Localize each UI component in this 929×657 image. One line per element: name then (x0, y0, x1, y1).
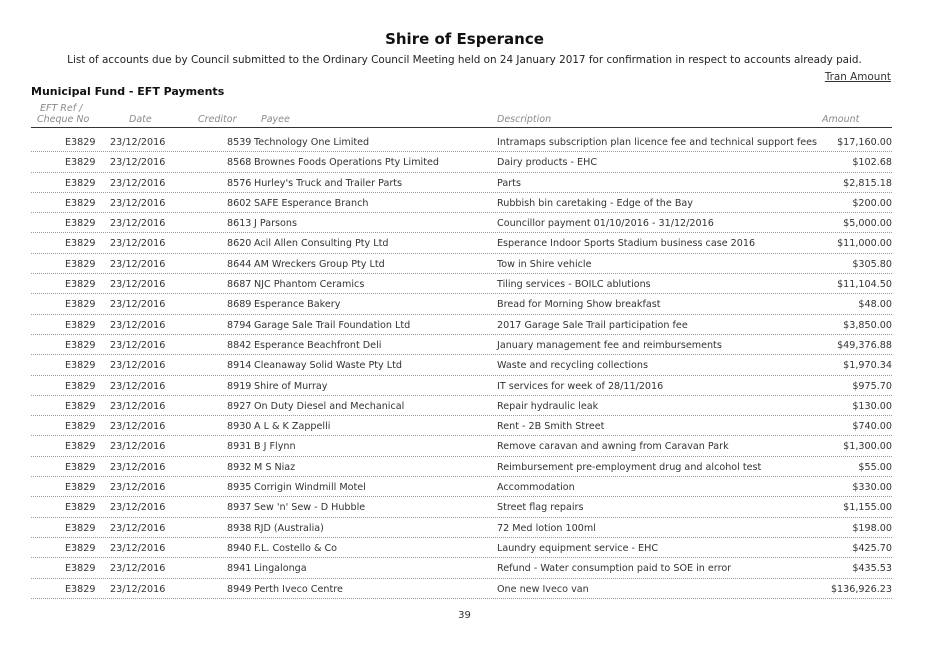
creditor-cell: 8949 (227, 583, 252, 595)
creditor-cell: 8940 (227, 542, 252, 554)
date-cell: 23/12/2016 (110, 583, 166, 595)
amount-cell: $11,104.50 (837, 279, 892, 291)
eft-ref-cell: E3829 (65, 339, 96, 351)
payee-cell: B J Flynn (254, 441, 296, 453)
description-cell: Councillor payment 01/10/2016 - 31/12/2016 (497, 218, 714, 230)
description-cell: Reimbursement pre-employment drug and alcohol test (497, 461, 762, 473)
eft-ref-cell: E3829 (65, 258, 96, 270)
amount-cell: $5,000.00 (843, 218, 892, 230)
description-cell: Tiling services - BOILC ablutions (497, 279, 651, 291)
date-cell: 23/12/2016 (110, 197, 166, 209)
table-row (31, 274, 892, 294)
description-cell: Accommodation (497, 482, 575, 494)
page-number: 39 (458, 610, 471, 621)
eft-ref-cell: E3829 (65, 157, 96, 169)
creditor-cell: 8938 (227, 522, 252, 534)
amount-cell: $1,970.34 (843, 360, 892, 372)
description-cell: Refund - Water consumption paid to SOE in error (497, 563, 732, 575)
description-cell: Bread for Morning Show breakfast (497, 299, 661, 311)
payee-cell: Hurley's Truck and Trailer Parts (254, 177, 403, 189)
table-row (31, 558, 892, 578)
description-cell: Rent - 2B Smith Street (497, 421, 605, 433)
table-row (31, 436, 892, 456)
section-title: Municipal Fund - EFT Payments (31, 85, 225, 98)
payee-cell: Acil Allen Consulting Pty Ltd (254, 238, 389, 250)
creditor-cell: 8937 (227, 502, 252, 514)
eft-ref-cell: E3829 (65, 380, 96, 392)
date-cell: 23/12/2016 (110, 137, 166, 148)
payee-cell: Corrigin Windmill Motel (254, 482, 366, 494)
date-cell: 23/12/2016 (110, 218, 166, 230)
date-cell: 23/12/2016 (110, 258, 166, 270)
amount-cell: $102.68 (852, 157, 892, 169)
table-row (31, 213, 892, 233)
payee-cell: Garage Sale Trail Foundation Ltd (254, 319, 411, 331)
date-cell: 23/12/2016 (110, 238, 166, 250)
creditor-cell: 8914 (227, 360, 252, 372)
creditor-cell: 8644 (227, 258, 252, 270)
amount-cell: $1,300.00 (843, 441, 892, 453)
date-cell: 23/12/2016 (110, 157, 166, 169)
description-cell: January management fee and reimbursements (497, 339, 722, 351)
table-row (31, 315, 892, 335)
date-cell: 23/12/2016 (110, 441, 166, 453)
amount-cell: $740.00 (852, 421, 892, 433)
amount-cell: $198.00 (852, 522, 892, 534)
document-title: Shire of Esperance (385, 30, 544, 48)
date-cell: 23/12/2016 (110, 482, 166, 494)
creditor-cell: 8620 (227, 238, 252, 250)
eft-ref-cell: E3829 (65, 218, 96, 230)
eft-ref-cell: E3829 (65, 522, 96, 534)
date-cell: 23/12/2016 (110, 319, 166, 331)
eft-ref-cell: E3829 (65, 441, 96, 453)
date-cell: 23/12/2016 (110, 400, 166, 412)
amount-cell: $55.00 (858, 461, 892, 473)
description-cell: 72 Med lotion 100ml (497, 522, 596, 534)
amount-cell: $49,376.88 (837, 339, 892, 351)
amount-cell: $975.70 (852, 380, 892, 392)
eft-ref-cell: E3829 (65, 319, 96, 331)
description-cell: 2017 Garage Sale Trail participation fee (497, 319, 688, 331)
creditor-cell: 8687 (227, 279, 252, 291)
creditor-cell: 8930 (227, 421, 252, 433)
description-cell: Street flag repairs (497, 502, 584, 514)
table-row (31, 477, 892, 497)
payee-cell: Perth Iveco Centre (254, 583, 343, 595)
payee-cell: Esperance Beachfront Deli (254, 339, 382, 351)
amount-cell: $136,926.23 (830, 583, 892, 595)
description-cell: Dairy products - EHC (497, 157, 598, 169)
amount-cell: $435.53 (852, 563, 892, 575)
document-subtitle: List of accounts due by Council submitted to the Ordinary Council Meeting held on 24 January 2017 for confirmation in respect to accounts already paid. (67, 54, 862, 66)
table-row (31, 152, 892, 172)
creditor-cell: 8602 (227, 197, 252, 209)
table-row (31, 497, 892, 517)
header-rule (31, 127, 892, 128)
creditor-cell: 8794 (227, 319, 252, 331)
creditor-cell: 8568 (227, 157, 252, 169)
payee-cell: Shire of Murray (254, 380, 328, 392)
date-cell: 23/12/2016 (110, 461, 166, 473)
header-cheque-no: Cheque No (37, 114, 90, 125)
description-cell: Laundry equipment service - EHC (497, 542, 659, 554)
date-cell: 23/12/2016 (110, 177, 166, 189)
creditor-cell: 8932 (227, 461, 252, 473)
table-row (31, 396, 892, 416)
table-row (31, 355, 892, 375)
eft-ref-cell: E3829 (65, 563, 96, 575)
description-cell: Waste and recycling collections (497, 360, 649, 372)
amount-cell: $330.00 (852, 482, 892, 494)
payee-cell: NJC Phantom Ceramics (254, 279, 365, 291)
date-cell: 23/12/2016 (110, 380, 166, 392)
table-row (31, 132, 892, 152)
creditor-cell: 8539 (227, 137, 252, 148)
amount-cell: $11,000.00 (837, 238, 892, 250)
table-row (31, 579, 892, 599)
amount-cell: $2,815.18 (843, 177, 892, 189)
description-cell: Repair hydraulic leak (497, 400, 599, 412)
amount-cell: $305.80 (852, 258, 892, 270)
tran-amount-label: Tran Amount (824, 71, 891, 83)
table-row (31, 335, 892, 355)
table-row (31, 518, 892, 538)
table-row (31, 193, 892, 213)
description-cell: Rubbish bin caretaking - Edge of the Bay (497, 197, 693, 209)
date-cell: 23/12/2016 (110, 502, 166, 514)
eft-ref-cell: E3829 (65, 197, 96, 209)
amount-cell: $17,160.00 (837, 137, 892, 148)
eft-ref-cell: E3829 (65, 238, 96, 250)
payee-cell: AM Wreckers Group Pty Ltd (254, 258, 385, 270)
table-row (31, 538, 892, 558)
date-cell: 23/12/2016 (110, 522, 166, 534)
description-cell: Intramaps subscription plan licence fee and technical support fees (497, 137, 818, 148)
eft-ref-cell: E3829 (65, 279, 96, 291)
header-date: Date (129, 114, 152, 125)
payee-cell: F.L. Costello & Co (254, 542, 338, 554)
payee-cell: Lingalonga (254, 563, 307, 575)
creditor-cell: 8613 (227, 218, 252, 230)
eft-ref-cell: E3829 (65, 542, 96, 554)
payee-cell: Brownes Foods Operations Pty Limited (254, 157, 439, 169)
amount-cell: $425.70 (852, 542, 892, 554)
payee-cell: On Duty Diesel and Mechanical (254, 400, 405, 412)
eft-ref-cell: E3829 (65, 400, 96, 412)
description-cell: Parts (497, 177, 521, 189)
description-cell: Tow in Shire vehicle (497, 258, 592, 270)
creditor-cell: 8919 (227, 380, 252, 392)
table-row (31, 457, 892, 477)
eft-ref-cell: E3829 (65, 583, 96, 595)
date-cell: 23/12/2016 (110, 542, 166, 554)
creditor-cell: 8842 (227, 339, 252, 351)
date-cell: 23/12/2016 (110, 421, 166, 433)
payee-cell: SAFE Esperance Branch (254, 197, 369, 209)
amount-cell: $1,155.00 (843, 502, 892, 514)
table-row (31, 376, 892, 396)
eft-ref-cell: E3829 (65, 137, 96, 148)
eft-ref-cell: E3829 (65, 360, 96, 372)
header-payee: Payee (261, 114, 290, 125)
amount-cell: $200.00 (852, 197, 892, 209)
creditor-cell: 8927 (227, 400, 252, 412)
creditor-cell: 8941 (227, 563, 252, 575)
payee-cell: Technology One Limited (254, 137, 370, 148)
date-cell: 23/12/2016 (110, 360, 166, 372)
payee-cell: Sew 'n' Sew - D Hubble (254, 502, 366, 514)
description-cell: IT services for week of 28/11/2016 (497, 380, 664, 392)
eft-ref-cell: E3829 (65, 177, 96, 189)
table-row (31, 416, 892, 436)
eft-ref-cell: E3829 (65, 461, 96, 473)
date-cell: 23/12/2016 (110, 563, 166, 575)
date-cell: 23/12/2016 (110, 299, 166, 311)
description-cell: Remove caravan and awning from Caravan Park (497, 441, 729, 453)
eft-ref-cell: E3829 (65, 502, 96, 514)
payee-cell: M S Niaz (254, 461, 296, 473)
header-amount: Amount (822, 114, 860, 125)
date-cell: 23/12/2016 (110, 279, 166, 291)
eft-ref-cell: E3829 (65, 482, 96, 494)
amount-cell: $3,850.00 (843, 319, 892, 331)
table-row (31, 173, 892, 193)
payee-cell: A L & K Zappelli (254, 421, 331, 433)
payee-cell: Esperance Bakery (254, 299, 341, 311)
amount-cell: $130.00 (852, 400, 892, 412)
creditor-cell: 8576 (227, 177, 252, 189)
payee-cell: Cleanaway Solid Waste Pty Ltd (254, 360, 402, 372)
amount-cell: $48.00 (858, 299, 892, 311)
payee-cell: RJD (Australia) (254, 522, 324, 534)
table-row (31, 294, 892, 314)
creditor-cell: 8689 (227, 299, 252, 311)
description-cell: Esperance Indoor Sports Stadium business case 2016 (497, 238, 756, 250)
eft-ref-cell: E3829 (65, 421, 96, 433)
header-description: Description (497, 114, 552, 125)
payments-table (31, 132, 892, 599)
header-eft-ref: EFT Ref / (40, 103, 83, 114)
date-cell: 23/12/2016 (110, 339, 166, 351)
table-row (31, 233, 892, 253)
description-cell: One new Iveco van (497, 583, 589, 595)
creditor-cell: 8935 (227, 482, 252, 494)
table-row (31, 254, 892, 274)
payee-cell: J Parsons (254, 218, 298, 230)
eft-ref-cell: E3829 (65, 299, 96, 311)
header-creditor: Creditor (198, 114, 237, 125)
creditor-cell: 8931 (227, 441, 252, 453)
